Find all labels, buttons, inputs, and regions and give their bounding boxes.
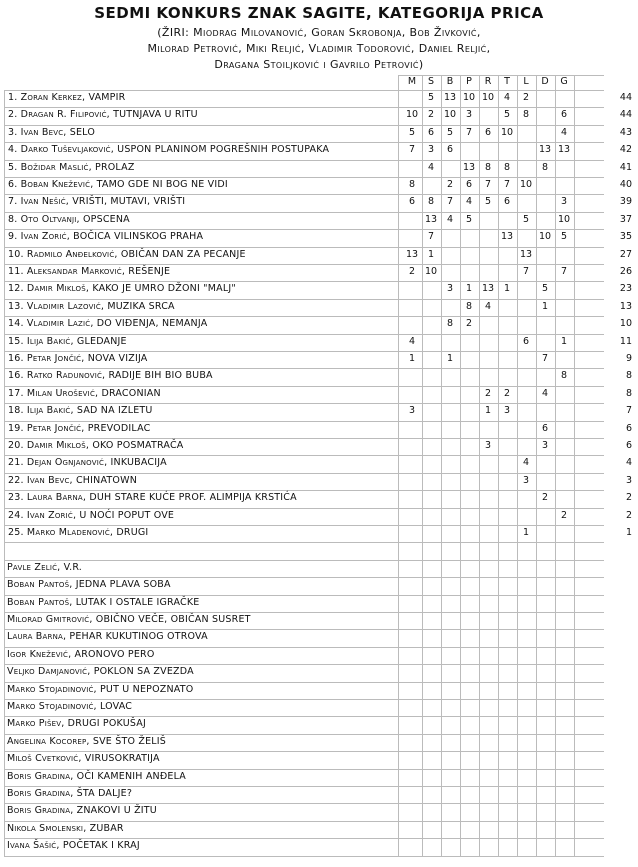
score-s: 7 — [427, 231, 435, 243]
score-p: 2 — [465, 318, 473, 330]
entry-name: 4. Darko Tuševljaković, USPON PLANINOM POGREŠNIH POSTUPAKA — [8, 144, 330, 156]
score-g: 1 — [560, 335, 568, 347]
ranked-row — [0, 229, 638, 246]
column-header-b: B — [446, 76, 454, 87]
total-score: 4 — [625, 457, 632, 469]
score-r: 3 — [484, 440, 492, 451]
column-header-d: D — [541, 76, 549, 87]
score-p: 13 — [462, 161, 476, 173]
unranked-row — [0, 786, 638, 803]
ranked-row — [0, 438, 638, 455]
score-s: 1 — [427, 248, 435, 260]
total-score: 8 — [625, 370, 632, 382]
unranked-row — [0, 838, 638, 855]
unranked-row — [0, 821, 638, 838]
unranked-row — [0, 716, 638, 733]
score-g: 10 — [557, 213, 571, 225]
score-m: 13 — [405, 248, 419, 260]
score-p: 1 — [465, 283, 473, 295]
score-b: 10 — [443, 109, 457, 121]
entry-name: 2. Dragan R. Filipović, TUTNJAVA U RITU — [8, 109, 198, 121]
entry-name: Boris Gradina, ŠTA DALJE? — [7, 788, 133, 799]
score-d: 6 — [541, 422, 549, 434]
entry-name: 13. Vladimir Lazović, MUZIKA SRCA — [8, 300, 175, 312]
score-p: 5 — [465, 213, 473, 225]
ranked-row — [0, 299, 638, 316]
score-r: 8 — [484, 161, 492, 173]
score-m: 8 — [408, 179, 416, 190]
score-l: 2 — [522, 92, 530, 103]
entry-name: 11. Aleksandar Marković, REŠENJE — [8, 266, 171, 277]
entry-name: Marko Stojadinović, PUT U NEPOZNATO — [7, 683, 194, 695]
score-b: 7 — [446, 196, 454, 208]
score-g: 2 — [560, 509, 568, 521]
total-score: 41 — [619, 161, 632, 173]
total-score: 1 — [625, 527, 632, 538]
entry-name: 14. Vladimir Lazić, DO VIĐENJA, NEMANJA — [8, 318, 208, 330]
column-header-g: G — [560, 76, 568, 87]
jury-line: Dragana Stoiljković i Gavrilo Petrović) — [214, 58, 424, 71]
entry-name: Igor Knežević, ARONOVO PERO — [7, 648, 155, 660]
score-g: 13 — [557, 144, 571, 156]
score-p: 10 — [462, 92, 476, 103]
page-title: SEDMI KONKURS ZNAK SAGITE, KATEGORIJA PRICA — [94, 4, 544, 22]
score-l: 3 — [522, 474, 530, 486]
entry-name: 1. Zoran Kerkez, VAMPIR — [8, 92, 126, 103]
score-m: 3 — [408, 405, 416, 417]
score-d: 3 — [541, 440, 549, 451]
score-s: 8 — [427, 196, 435, 208]
score-l: 1 — [522, 527, 530, 538]
score-d: 13 — [538, 144, 552, 156]
score-t: 7 — [503, 179, 511, 190]
ranked-row — [0, 490, 638, 507]
total-score: 27 — [619, 248, 632, 260]
score-d: 8 — [541, 161, 549, 173]
ranked-row — [0, 386, 638, 403]
ranked-row — [0, 107, 638, 124]
entry-name: 3. Ivan Bevc, SELO — [8, 126, 95, 138]
ranked-row — [0, 351, 638, 368]
score-g: 5 — [560, 231, 568, 243]
column-header-t: T — [504, 76, 510, 87]
total-score: 13 — [619, 300, 632, 312]
ranked-row — [0, 403, 638, 420]
entry-name: 23. Laura Barna, DUH STARE KUĆE PROF. ALIMPIJA KRSTIĆA — [8, 492, 297, 504]
total-score: 9 — [625, 353, 632, 364]
score-t: 1 — [503, 283, 511, 295]
column-header-r: R — [484, 76, 492, 87]
ranked-row — [0, 368, 638, 385]
entry-name: 25. Marko Mladenović, DRUGI — [8, 527, 149, 538]
unranked-row — [0, 769, 638, 786]
ranked-row — [0, 142, 638, 159]
score-g: 8 — [560, 370, 568, 382]
total-score: 10 — [619, 318, 632, 330]
score-s: 10 — [424, 266, 438, 277]
score-m: 7 — [408, 144, 416, 156]
score-r: 6 — [484, 126, 492, 138]
ranked-row — [0, 508, 638, 525]
score-b: 8 — [446, 318, 454, 330]
score-d: 1 — [541, 300, 549, 312]
entry-name: Laura Barna, PEHAR KUKUTINOG OTROVA — [7, 631, 208, 643]
entry-name: 10. Radmilo Anđelković, OBIČAN DAN ZA PECANJE — [8, 248, 246, 260]
total-score: 3 — [625, 474, 632, 486]
ranked-row — [0, 334, 638, 351]
unranked-row — [0, 682, 638, 699]
score-t: 6 — [503, 196, 511, 208]
total-score: 7 — [625, 405, 632, 417]
column-header-p: P — [466, 76, 472, 87]
score-b: 6 — [446, 144, 454, 156]
total-score: 44 — [619, 109, 632, 121]
total-score: 37 — [619, 213, 632, 225]
entry-name: 9. Ivan Zorić, BOČICA VILINSKOG PRAHA — [8, 231, 204, 243]
ranked-row — [0, 247, 638, 264]
ranked-row — [0, 194, 638, 211]
entry-name: Nikola Smolenski, ZUBAR — [7, 822, 124, 834]
ranked-row — [0, 421, 638, 438]
column-header-l: L — [523, 76, 529, 87]
score-m: 10 — [405, 109, 419, 121]
total-score: 43 — [619, 126, 632, 138]
entry-name: 21. Dejan Ognjanović, INKUBACIJA — [8, 457, 167, 469]
score-r: 1 — [484, 405, 492, 417]
score-d: 2 — [541, 492, 549, 504]
entry-name: 8. Oto Oltvanji, OPSCENA — [8, 213, 130, 225]
total-score: 40 — [619, 179, 632, 190]
unranked-row — [0, 612, 638, 629]
score-s: 6 — [427, 126, 435, 138]
entry-name: 20. Damir Mikloš, OKO POSMATRAČA — [8, 440, 184, 451]
score-l: 10 — [519, 179, 533, 190]
entry-name: Veljko Damjanović, POKLON SA ZVEZDA — [7, 666, 194, 678]
entry-name: 22. Ivan Bevc, CHINATOWN — [8, 474, 137, 486]
score-t: 4 — [503, 92, 511, 103]
score-g: 6 — [560, 109, 568, 121]
ranked-row — [0, 125, 638, 142]
score-g: 7 — [560, 266, 568, 277]
score-m: 6 — [408, 196, 416, 208]
total-score: 26 — [619, 266, 632, 277]
entry-name: Pavle Zelić, V.R. — [7, 561, 82, 573]
score-t: 5 — [503, 109, 511, 121]
ranked-row — [0, 473, 638, 490]
score-p: 8 — [465, 300, 473, 312]
entry-name: Boban Pantoš, LUTAK I OSTALE IGRAČKE — [7, 596, 200, 608]
jury-line: (ŽIRI: Miodrag Milovanović, Goran Skrobonja, Bob Živković, — [157, 26, 481, 39]
ranked-row — [0, 264, 638, 281]
score-d: 7 — [541, 353, 549, 364]
ranked-row — [0, 90, 638, 107]
entry-name: Ivana Šašić, POČETAK I KRAJ — [7, 840, 140, 852]
score-b: 3 — [446, 283, 454, 295]
score-p: 4 — [465, 196, 473, 208]
ranked-row — [0, 212, 638, 229]
score-s: 4 — [427, 161, 435, 173]
entry-name: Marko Stojadinović, LOVAC — [7, 701, 133, 712]
score-b: 13 — [443, 92, 457, 103]
score-g: 4 — [560, 126, 568, 138]
score-g: 3 — [560, 196, 568, 208]
score-b: 2 — [446, 179, 454, 190]
entry-name: Boris Gradina, OČI KAMENIH ANĐELA — [7, 770, 187, 782]
score-d: 4 — [541, 387, 549, 399]
ranked-row — [0, 455, 638, 472]
score-t: 3 — [503, 405, 511, 417]
unranked-row — [0, 647, 638, 664]
total-score: 42 — [619, 144, 632, 156]
ranked-row — [0, 316, 638, 333]
score-m: 1 — [408, 353, 416, 364]
jury-line: Milorad Petrović, Miki Reljić, Vladimir Todorović, Daniel Reljić, — [147, 42, 491, 55]
score-m: 4 — [408, 335, 416, 347]
unranked-row — [0, 629, 638, 646]
entry-name: 12. Damir Mikloš, KAKO JE UMRO DŽONI "MALJ" — [8, 283, 236, 295]
total-score: 6 — [625, 440, 632, 451]
score-s: 3 — [427, 144, 435, 156]
entry-name: Milorad Gmitrović, OBIČNO VEČE, OBIČAN SUSRET — [7, 614, 251, 625]
score-l: 8 — [522, 109, 530, 121]
score-p: 7 — [465, 126, 473, 138]
score-t: 8 — [503, 161, 511, 173]
score-r: 10 — [481, 92, 495, 103]
score-d: 10 — [538, 231, 552, 243]
total-score: 39 — [619, 196, 632, 208]
score-l: 6 — [522, 335, 530, 347]
score-b: 1 — [446, 353, 454, 364]
score-p: 3 — [465, 109, 473, 121]
entry-name: 19. Petar Jončić, PREVODILAC — [8, 422, 151, 434]
entry-name: 6. Boban Knežević, TAMO GDE NI BOG NE VIDI — [8, 179, 228, 190]
total-score: 8 — [625, 387, 632, 399]
ranked-row — [0, 281, 638, 298]
score-s: 5 — [427, 92, 435, 103]
score-m: 2 — [408, 266, 416, 277]
column-header-m: M — [407, 76, 417, 87]
unranked-row — [0, 577, 638, 594]
total-score: 23 — [619, 283, 632, 295]
score-l: 5 — [522, 213, 530, 225]
score-r: 5 — [484, 196, 492, 208]
score-s: 2 — [427, 109, 435, 121]
total-score: 2 — [625, 509, 632, 521]
unranked-row — [0, 699, 638, 716]
score-t: 10 — [500, 126, 514, 138]
score-p: 6 — [465, 179, 473, 190]
entry-name: 17. Milan Urošević, DRACONIAN — [8, 387, 161, 399]
ranked-row — [0, 177, 638, 194]
score-l: 4 — [522, 457, 530, 469]
entry-name: 16. Petar Jončić, NOVA VIZIJA — [8, 353, 148, 364]
ranked-row — [0, 525, 638, 542]
ranked-row — [0, 160, 638, 177]
total-score: 44 — [619, 92, 632, 103]
score-l: 13 — [519, 248, 533, 260]
score-b: 5 — [446, 126, 454, 138]
unranked-row — [0, 560, 638, 577]
entry-name: Angelina Kocorep, SVE ŠTO ŽELIŠ — [7, 735, 166, 747]
score-l: 7 — [522, 266, 530, 277]
entry-name: 5. Božidar Maslić, PROLAZ — [8, 161, 135, 173]
score-d: 5 — [541, 283, 549, 295]
score-t: 2 — [503, 387, 511, 399]
unranked-row — [0, 751, 638, 768]
total-score: 11 — [619, 335, 632, 347]
total-score: 2 — [625, 492, 632, 504]
entry-name: 24. Ivan Zorić, U NOĆI POPUT OVE — [8, 509, 175, 521]
entry-name: Marko Pišev, DRUGI POKUŠAJ — [7, 718, 146, 730]
total-score: 35 — [619, 231, 632, 243]
score-r: 7 — [484, 179, 492, 190]
unranked-row — [0, 664, 638, 681]
entry-name: Miloš Cvetković, VIRUSOKRATIJA — [7, 753, 160, 765]
unranked-row — [0, 734, 638, 751]
score-s: 13 — [424, 213, 438, 225]
entry-name: 18. Ilija Bakić, SAD NA IZLETU — [8, 405, 153, 417]
score-r: 2 — [484, 387, 492, 399]
row-rule — [4, 856, 604, 857]
total-score: 6 — [625, 422, 632, 434]
score-r: 13 — [481, 283, 495, 295]
score-b: 4 — [446, 213, 454, 225]
column-header-s: S — [427, 76, 435, 87]
row-rule — [4, 542, 604, 543]
score-t: 13 — [500, 231, 514, 243]
entry-name: 7. Ivan Nešić, VRIŠTI, MUTAVI, VRIŠTI — [8, 196, 186, 208]
unranked-row — [0, 803, 638, 820]
entry-name: Boris Gradina, ZNAKOVI U ŽITU — [7, 805, 157, 817]
entry-name: 15. Ilija Bakić, GLEDANJE — [8, 335, 127, 347]
entry-name: 16. Ratko Radunović, RADIJE BIH BIO BUBA — [8, 370, 213, 382]
entry-name: Boban Pantoš, JEDNA PLAVA SOBA — [7, 579, 171, 591]
score-r: 4 — [484, 300, 492, 312]
score-m: 5 — [408, 126, 416, 138]
unranked-row — [0, 595, 638, 612]
